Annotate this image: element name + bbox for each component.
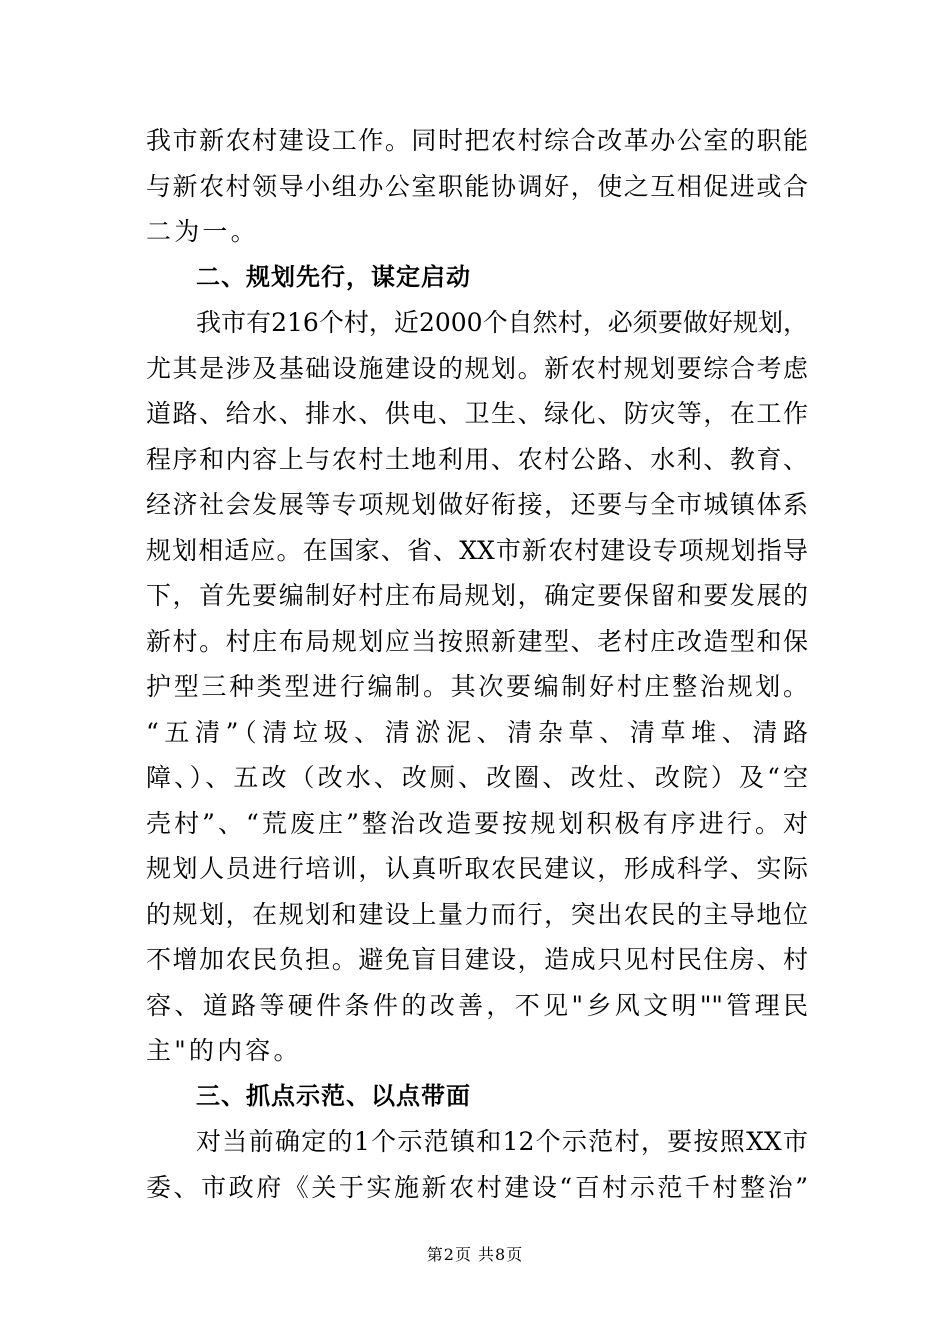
body-text-line: 主"的内容。	[146, 1036, 302, 1065]
body-text-line: 我市新农村建设工作。同时把农村综合改革办公室的职能	[146, 126, 808, 155]
body-text-line: 尤其是涉及基础设施建设的规划。新农村规划要综合考虑	[146, 353, 808, 383]
body-text-line: 的规划，在规划和建设上量力而行，突出农民的主导地位	[146, 899, 808, 929]
body-text-line: 经济社会发展等专项规划做好衔接，还要与全市城镇体系	[146, 490, 808, 519]
body-text-line: 规划人员进行培训，认真听取农民建议，形成科学、实际	[146, 854, 808, 883]
body-text-line: 护型三种类型进行编制。其次要编制好村庄整治规划。	[146, 672, 808, 701]
body-text-line: 我市有216个村，近2000个自然村，必须要做好规划，	[196, 308, 808, 337]
body-text-line: 二为一。	[146, 217, 259, 246]
body-text-line: “五清”（清垃圾、清淤泥、清杂草、清草堆、清路	[146, 717, 808, 747]
body-text-line: 容、道路等硬件条件的改善，不见"乡风文明""管理民	[146, 990, 808, 1020]
section-heading: 二、规划先行，谋定启动	[196, 262, 471, 291]
body-text-line: 对当前确定的1个示范镇和12个示范村，要按照XX市	[196, 1127, 808, 1156]
body-text-line: 障、）、五改（改水、改厕、改圈、改灶、改院）及“空	[146, 763, 808, 792]
body-text-line: 下，首先要编制好村庄布局规划，确定要保留和要发展的	[146, 581, 808, 610]
body-text-line: 新村。村庄布局规划应当按照新建型、老村庄改造型和保	[146, 626, 808, 656]
page-number-footer: 第2页 共8页	[426, 1245, 524, 1264]
body-text-line: 道路、给水、排水、供电、卫生、绿化、防灾等，在工作	[146, 399, 808, 428]
body-text-line: 委、市政府《关于实施新农村建设“百村示范千村整治”	[146, 1172, 808, 1202]
body-text-line: 不增加农民负担。避免盲目建设，造成只见村民住房、村	[146, 945, 808, 974]
section-heading: 三、抓点示范、以点带面	[196, 1081, 471, 1110]
document-body	[146, 118, 808, 1210]
body-text-line: 与新农村领导小组办公室职能协调好，使之互相促进或合	[146, 171, 808, 201]
body-text-line: 程序和内容上与农村土地利用、农村公路、水利、教育、	[146, 444, 808, 474]
body-text-line: 壳村”、“荒废庄”整治改造要按规划积极有序进行。对	[146, 808, 808, 838]
body-text-line: 规划相适应。在国家、省、XX市新农村建设专项规划指导	[146, 535, 808, 565]
